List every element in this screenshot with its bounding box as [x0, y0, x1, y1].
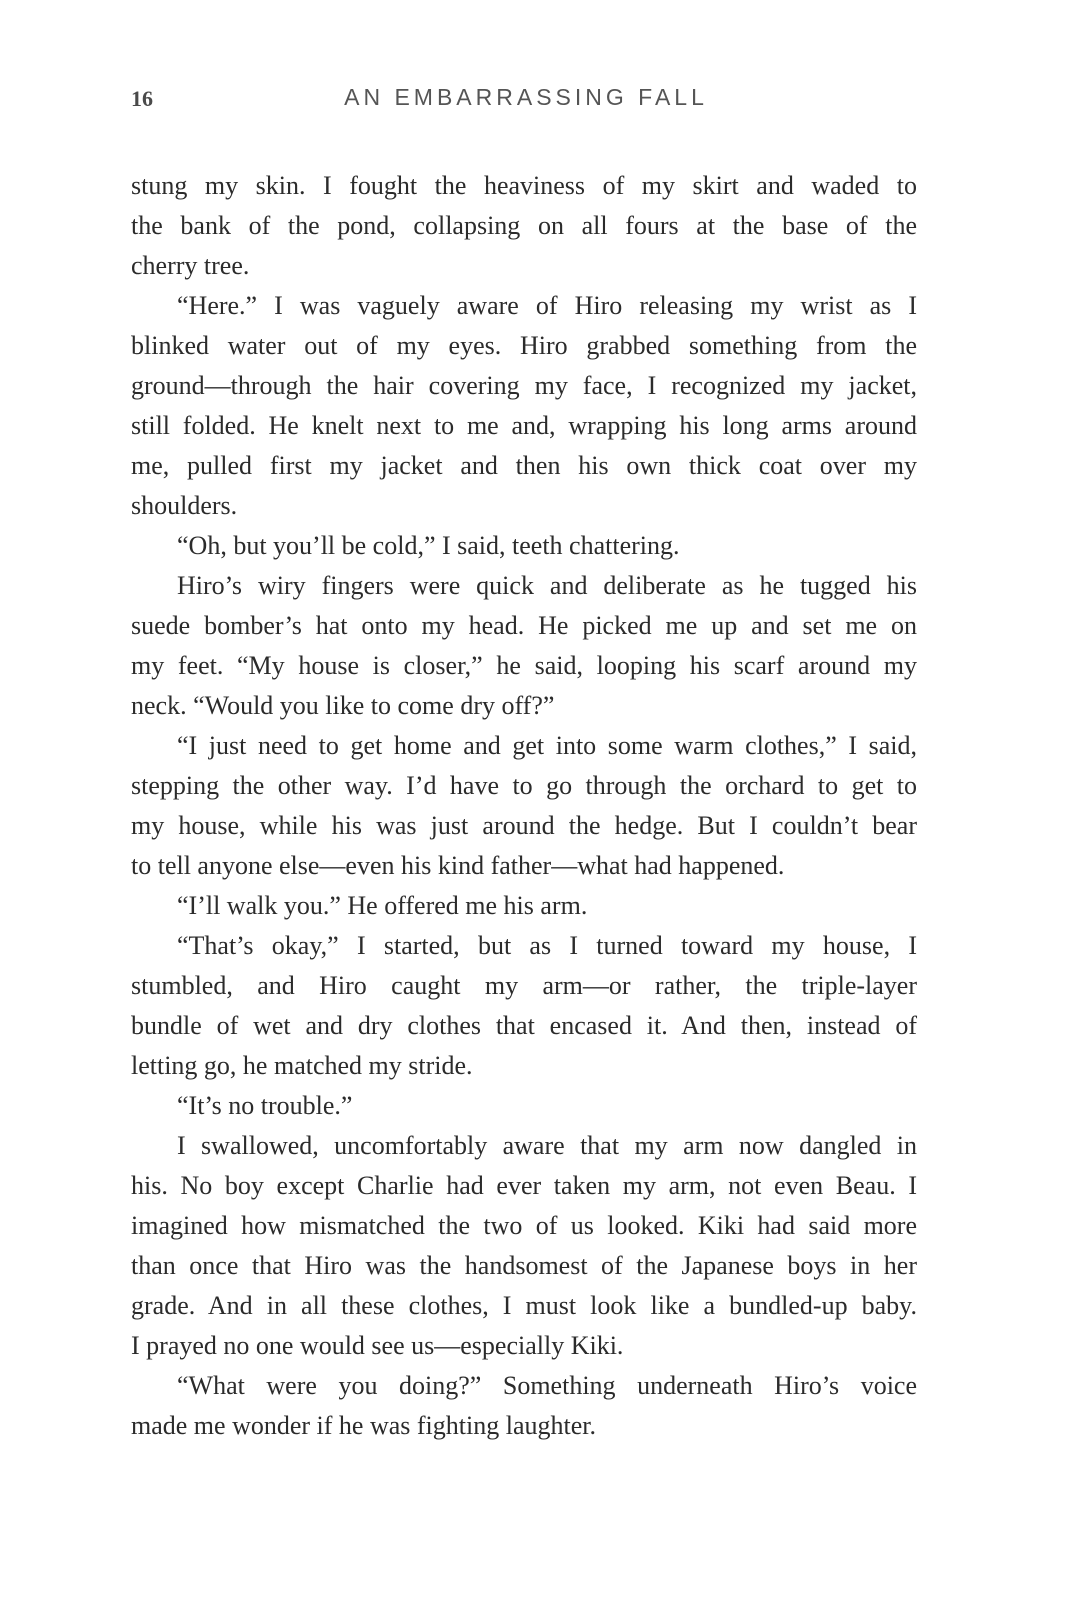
running-head — [131, 80, 921, 120]
text-line: his. No boy except Charlie had ever taken my arm, not even Beau. I — [131, 1171, 917, 1200]
text-line: blinked water out of my eyes. Hiro grabbed something from the — [131, 331, 917, 360]
text-line: the bank of the pond, collapsing on all fours at the base of the — [131, 211, 917, 240]
text-line: “I just need to get home and get into some warm clothes,” I said, — [177, 731, 917, 760]
text-line: stepping the other way. I’d have to go through the orchard to get to — [131, 771, 917, 800]
text-line: suede bomber’s hat onto my head. He picked me up and set me on — [131, 611, 917, 640]
text-line: me, pulled first my jacket and then his own thick coat over my — [131, 451, 917, 480]
text-line: my feet. “My house is closer,” he said, looping his scarf around my — [131, 651, 917, 680]
text-line: “It’s no trouble.” — [177, 1091, 353, 1120]
text-line: Hiro’s wiry fingers were quick and deliberate as he tugged his — [177, 571, 917, 600]
text-line: “Oh, but you’ll be cold,” I said, teeth chattering. — [177, 531, 680, 560]
text-line: than once that Hiro was the handsomest of the Japanese boys in her — [131, 1251, 917, 1280]
text-line: still folded. He knelt next to me and, wrapping his long arms around — [131, 411, 917, 440]
text-line: made me wonder if he was fighting laughter. — [131, 1411, 596, 1440]
text-line: letting go, he matched my stride. — [131, 1051, 473, 1080]
chapter-title: AN EMBARRASSING FALL — [344, 84, 708, 110]
text-line: “What were you doing?” Something underneath Hiro’s voice — [177, 1371, 917, 1400]
text-line: I swallowed, uncomfortably aware that my arm now dangled in — [177, 1131, 917, 1160]
text-line: ground—through the hair covering my face, I recognized my jacket, — [131, 371, 917, 400]
text-line: imagined how mismatched the two of us looked. Kiki had said more — [131, 1211, 917, 1240]
text-line: “That’s okay,” I started, but as I turned toward my house, I — [177, 931, 917, 960]
text-line: stumbled, and Hiro caught my arm—or rather, the triple-layer — [131, 971, 917, 1000]
text-line: “I’ll walk you.” He offered me his arm. — [177, 891, 588, 920]
text-line: bundle of wet and dry clothes that encased it. And then, instead of — [131, 1011, 917, 1040]
text-line: stung my skin. I fought the heaviness of my skirt and waded to — [131, 171, 917, 200]
text-line: I prayed no one would see us—especially Kiki. — [131, 1331, 624, 1360]
text-line: to tell anyone else—even his kind father—what had happened. — [131, 851, 785, 880]
page-number: 16 — [131, 86, 153, 111]
text-line: my house, while his was just around the hedge. But I couldn’t bear — [131, 811, 917, 840]
text-line: grade. And in all these clothes, I must look like a bundled-up baby. — [131, 1291, 917, 1320]
text-line: “Here.” I was vaguely aware of Hiro releasing my wrist as I — [177, 291, 917, 320]
text-line: shoulders. — [131, 491, 238, 520]
body-text — [131, 166, 917, 1446]
text-line: cherry tree. — [131, 251, 250, 280]
text-line: neck. “Would you like to come dry off?” — [131, 691, 555, 720]
